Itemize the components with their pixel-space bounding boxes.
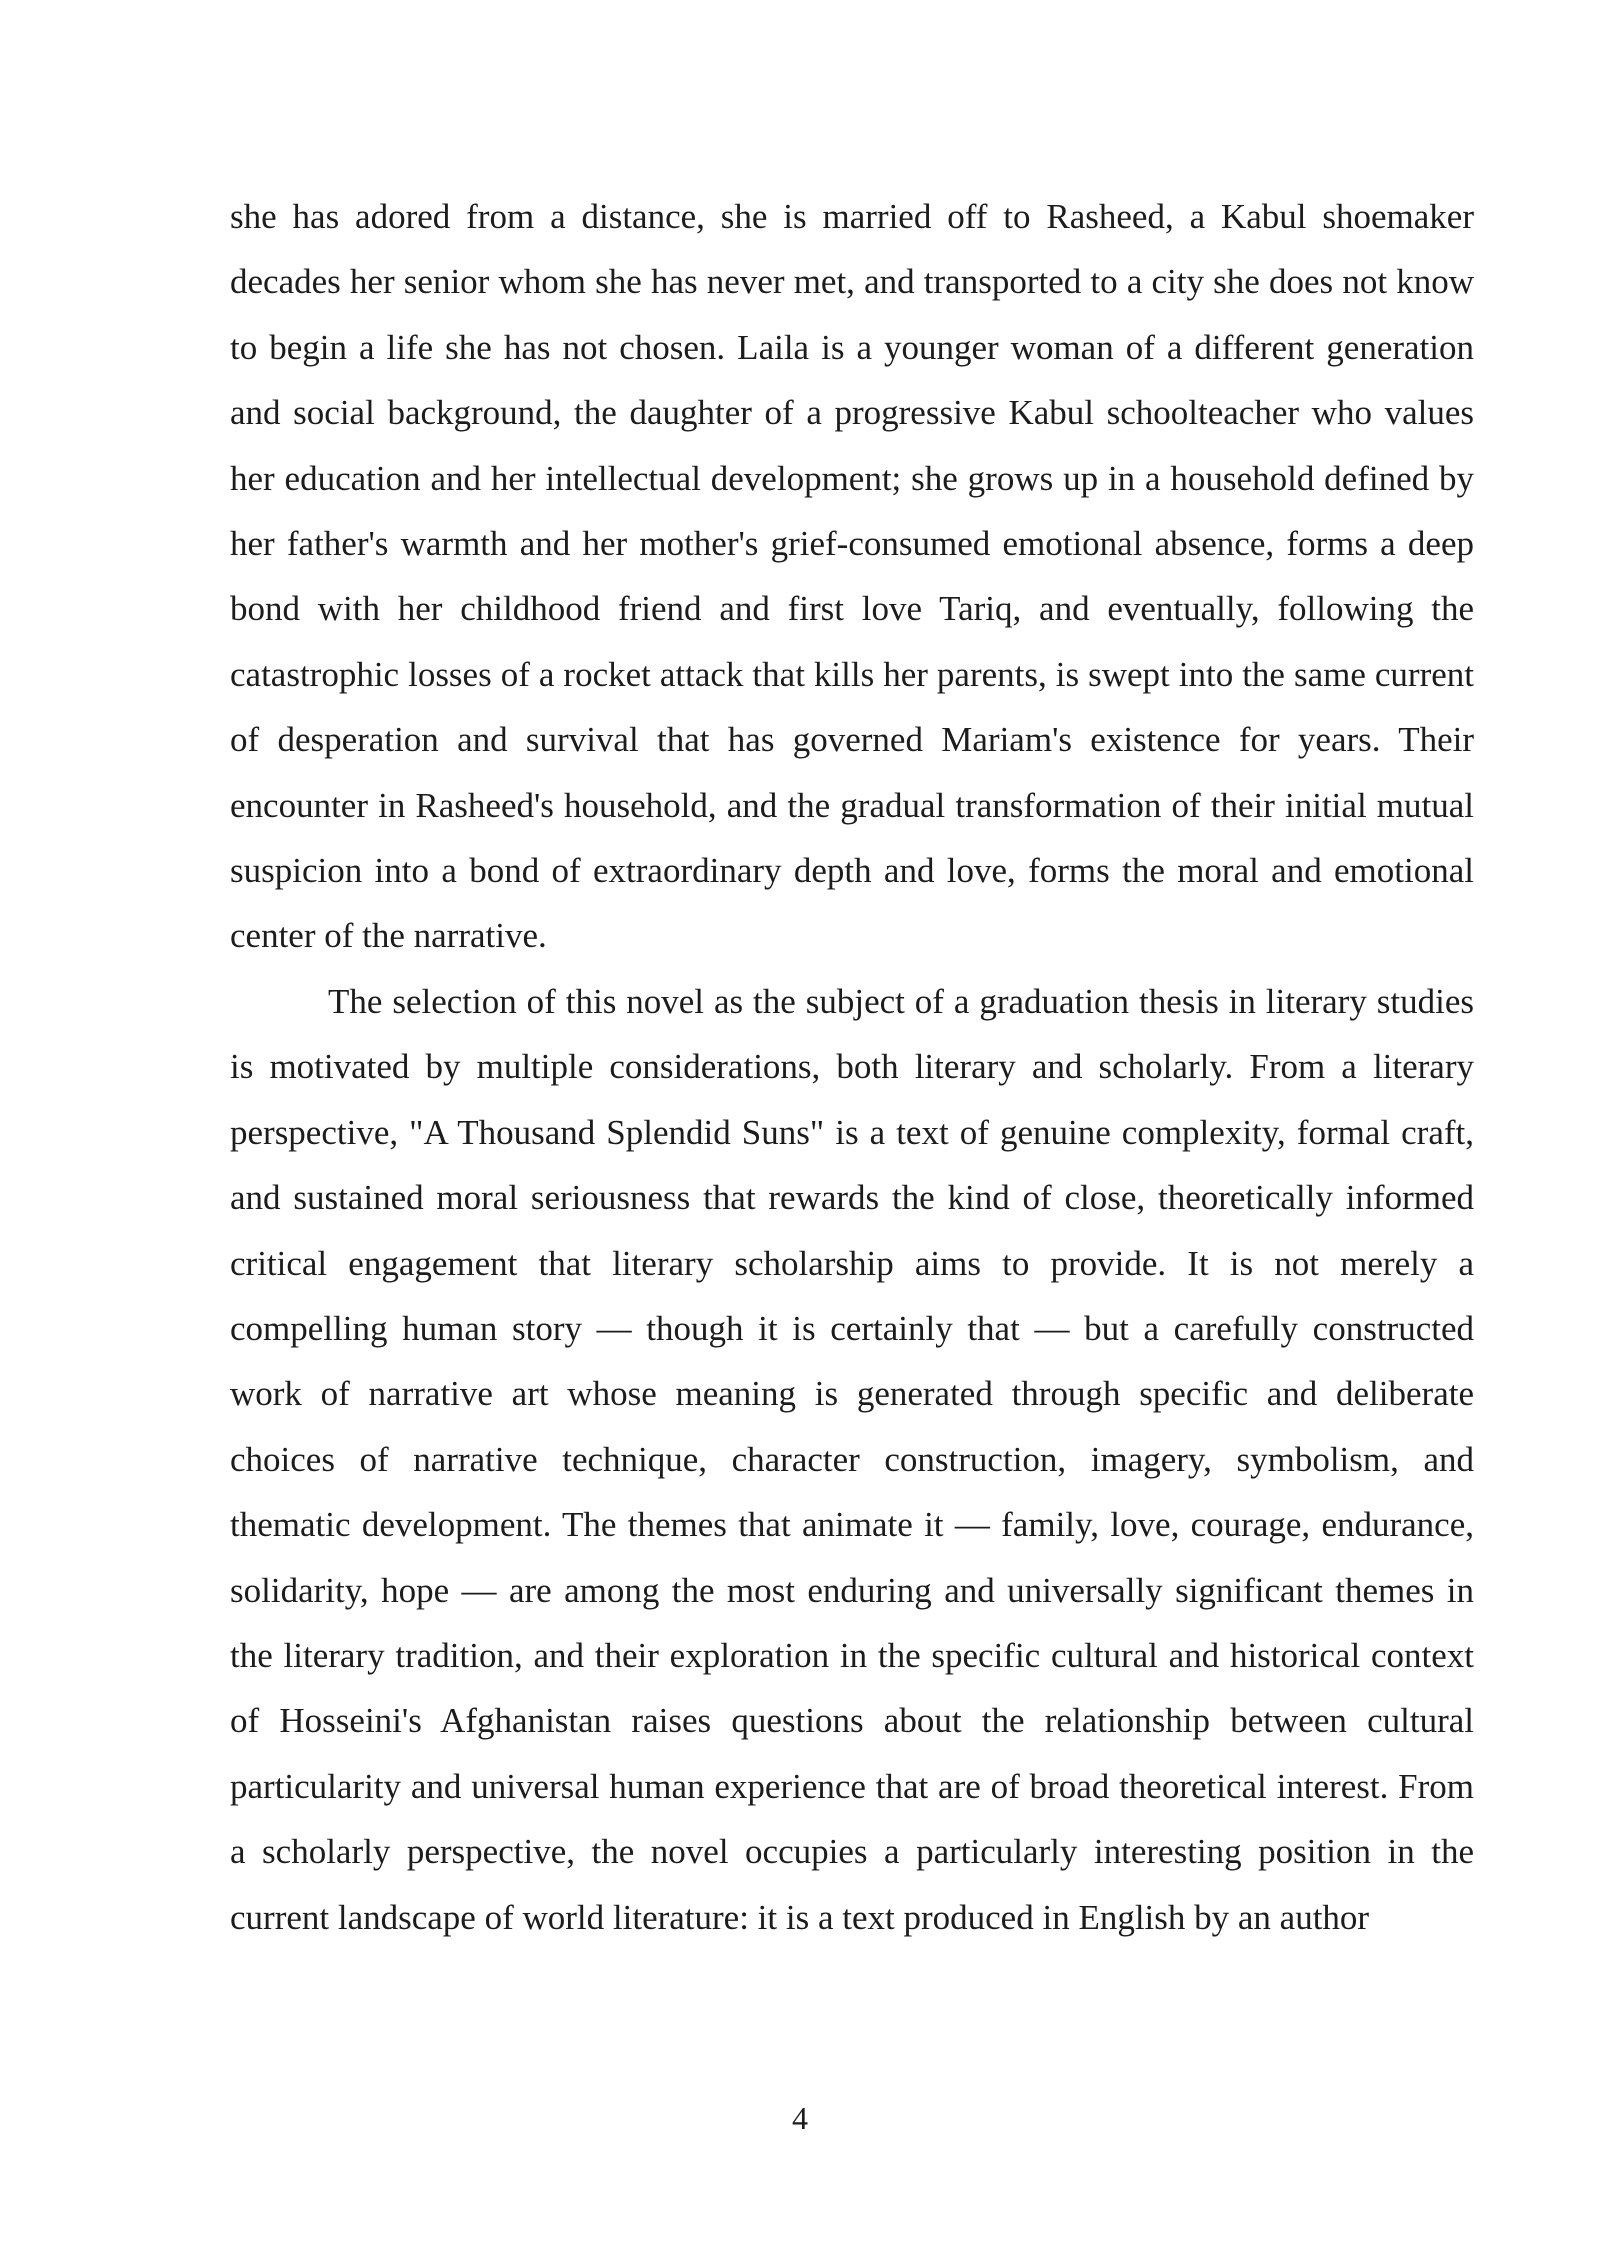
paragraph-continuation: she has adored from a distance, she is married off to Rasheed, a Kabul shoemaker decades her senior whom she has never met, and transported to a city she does not know to begin a life she has not chosen. Laila is a younger woman of a different generation and social background, the daughter of a progressive Kabul schoolteacher who values her education and her intellectual development; she grows up in a household defined by her father's warmth and her mother's grief-consumed emotional absence, forms a deep bond with her childhood friend and first love Tariq, and eventually, following the catastrophic losses of a rocket attack that kills her parents, is swept into the same current of desperation and survival that has governed Mariam's existence for years. Their encounter in Rasheed's household, and the gradual transformation of their initial mutual suspicion into a bond of extraordinary depth and love, forms the moral and emotional center of the narrative. xyxy=(230,197,1474,956)
page-number: 4 xyxy=(792,2100,808,2136)
body-text xyxy=(230,184,1474,1950)
paragraph-thesis-motivation: The selection of this novel as the subject of a graduation thesis in literary studies is motivated by multiple considerations, both literary and scholarly. From a literary perspective, "A Thousand Splendid Suns" is a text of genuine complexity, formal craft, and sustained moral seriousness that rewards the kind of close, theoretically informed critical engagement that literary scholarship aims to provide. It is not merely a compelling human story — though it is certainly that — but a carefully constructed work of narrative art whose meaning is generated through specific and deliberate choices of narrative technique, character construction, imagery, symbolism, and thematic development. The themes that animate it — family, love, courage, endurance, solidarity, hope — are among the most enduring and universally significant themes in the literary tradition, and their exploration in the specific cultural and historical context of Hosseini's Afghanistan raises questions about the relationship between cultural particularity and universal human experience that are of broad theoretical interest. From a scholarly perspective, the novel occupies a particularly interesting position in the current landscape of world literature: it is a text produced in English by an author xyxy=(230,981,1474,1937)
